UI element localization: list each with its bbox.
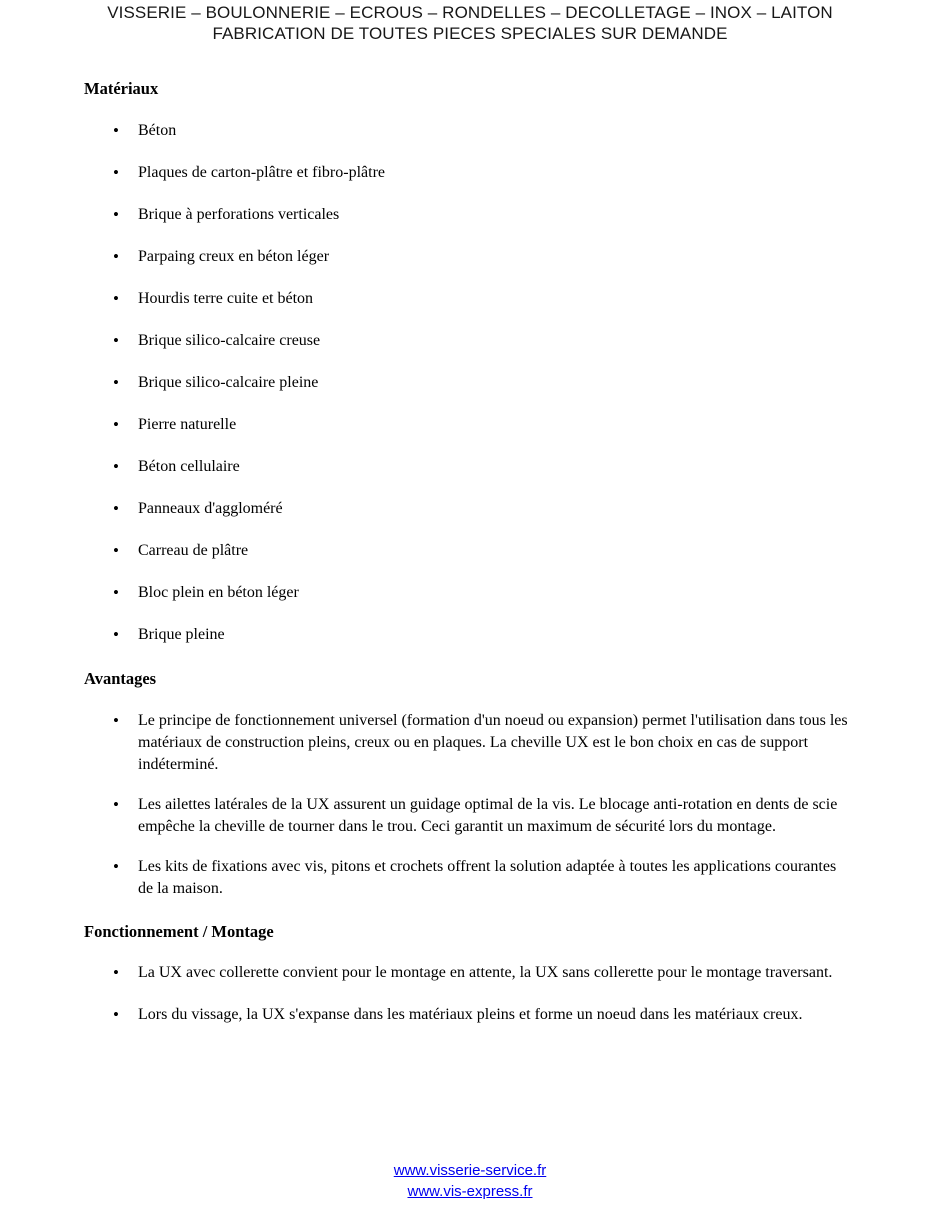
materials-list — [84, 120, 852, 646]
list-item: • Pierre naturelle — [84, 414, 852, 436]
section-title-materiaux: Matériaux — [84, 79, 159, 98]
section-title-avantages: Avantages — [84, 669, 157, 688]
bullet-paragraph: • Lors du vissage, la UX s'expanse dans les matériaux pleins et forme un noeud dans les matériaux creux. — [84, 1004, 852, 1026]
list-item: • Brique silico-calcaire creuse — [84, 330, 852, 352]
bullet-paragraph: • La UX avec collerette convient pour le montage en attente, la UX sans collerette pour le montage traversant. — [84, 962, 852, 984]
footer-link-row — [0, 1181, 940, 1202]
footer-link-row — [0, 1160, 940, 1181]
section-title-fonctionnement: Fonctionnement / Montage — [84, 922, 274, 941]
header-line-2: FABRICATION DE TOUTES PIECES SPECIALES SUR DEMANDE — [212, 24, 728, 43]
list-item: • Brique pleine — [84, 624, 852, 646]
bullet-paragraph: • Les kits de fixations avec vis, pitons et crochets offrent la solution adaptée à toutes les applications courantes de la maison. — [84, 856, 852, 900]
list-item: • Brique à perforations verticales — [84, 204, 852, 226]
footer — [0, 1160, 940, 1202]
bullet-paragraph: • Le principe de fonctionnement universel (formation d'un noeud ou expansion) permet l'utilisation dans tous les matériaux de construction pleins, creux ou en plaques. La cheville UX est le bon choix en cas de support indéterminé. — [84, 710, 852, 776]
header-line-1: VISSERIE – BOULONNERIE – ECROUS – RONDELLES – DECOLLETAGE – INOX – LAITON — [107, 3, 833, 22]
list-item: • Parpaing creux en béton léger — [84, 246, 852, 268]
document-header — [0, 0, 940, 44]
link-vis-express[interactable]: www.vis-express.fr — [407, 1183, 533, 1200]
list-item: • Carreau de plâtre — [84, 540, 852, 562]
advantages-list — [84, 710, 852, 900]
link-visserie-service[interactable]: www.visserie-service.fr — [393, 1162, 547, 1179]
operation-list — [84, 962, 852, 1026]
bullet-paragraph: • Les ailettes latérales de la UX assurent un guidage optimal de la vis. Le blocage anti-rotation en dents de scie empêche la cheville de tourner dans le trou. Ceci garantit un maximum de sécurité lors du montage. — [84, 794, 852, 838]
list-item: • Bloc plein en béton léger — [84, 582, 852, 604]
list-item: • Panneaux d'aggloméré — [84, 498, 852, 520]
list-item: • Plaques de carton-plâtre et fibro-plâtre — [84, 162, 852, 184]
list-item: • Brique silico-calcaire pleine — [84, 372, 852, 394]
list-item: • Béton cellulaire — [84, 456, 852, 478]
list-item: • Béton — [84, 120, 852, 142]
list-item: • Hourdis terre cuite et béton — [84, 288, 852, 310]
document-body — [84, 78, 852, 1026]
